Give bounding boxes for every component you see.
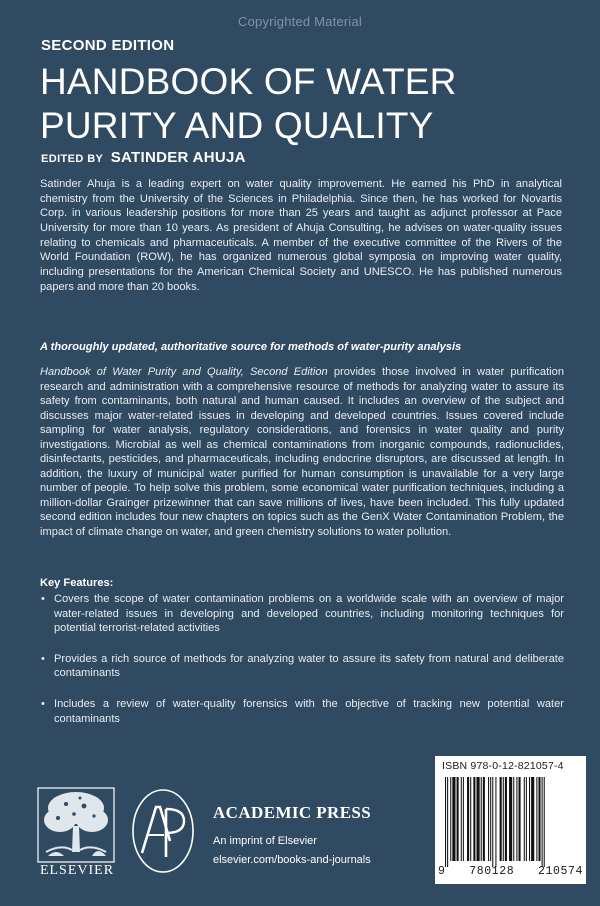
barcode-bar — [470, 777, 471, 861]
barcode-bar — [473, 777, 475, 861]
editor-prefix: EDITED BY — [41, 153, 104, 165]
barcode-bar — [509, 777, 512, 861]
barcode-bar — [519, 777, 521, 861]
academic-press-ap-icon — [130, 787, 196, 875]
barcode-digits — [438, 865, 583, 878]
title-line-2: PURITY AND QUALITY — [40, 105, 434, 146]
barcode-bar — [477, 777, 480, 861]
description-text: provides those involved in water purification research and administration with a comprehensive resource of methods for analyzing water to assure its safety from contaminants, both natural and human caused. It includes an overview of the subject and discusses major water-related issues in developing and developed countries. Issues covered include sampling for water analysis, regulatory considerations, and forensics in water quality and purity investigations. Microbial as well as chemical contaminations from inorganic compounds, radionuclides, disinfectants, pesticides, and pharmaceuticals, including endocrine disruptors, are discussed at length. In addition, the luxury of municipal water purified for human consumption is unavailable for a very large number of people. To help solve this problem, some economical water purification techniques, including a million-dollar Grainger prizewinner that can save millions of lives, have been included. This fully updated second edition includes four new chapters on topics such as the GenX Water Contamination Problem, the impact of climate change on water, and green chemistry solutions to water pollution. — [40, 366, 564, 539]
barcode-bar — [529, 777, 530, 861]
barcode-bar — [536, 777, 537, 861]
editor-credit — [41, 149, 246, 167]
barcode-bar — [542, 777, 543, 867]
barcode-digit-group: 780128 — [469, 865, 515, 878]
barcode-bar — [457, 777, 459, 861]
barcode-bar — [450, 777, 451, 861]
barcode-bar — [505, 777, 507, 861]
barcode-bar — [503, 777, 504, 861]
barcode-bar — [516, 777, 517, 861]
barcode-bar — [531, 777, 534, 861]
barcode-bar — [524, 777, 525, 861]
isbn-label: ISBN 978-0-12-821057-4 — [442, 760, 564, 772]
publisher-block — [213, 803, 371, 866]
book-title — [40, 60, 580, 148]
watermark: Copyrighted Material — [238, 14, 362, 29]
edition-label: SECOND EDITION — [41, 37, 175, 54]
barcode-bar — [492, 777, 493, 867]
barcode-bar — [467, 777, 469, 861]
elsevier-wordmark: ELSEVIER — [39, 863, 115, 878]
barcode — [441, 777, 580, 867]
barcode-bar — [483, 777, 485, 861]
editor-bio: Satinder Ahuja is a leading expert on water quality improvement. He earned his PhD in analytical chemistry from the University of the Sciences in Philadelphia. Since then, he has worked for Novartis Corp. in various leadership positions for more than 25 years and taught as adjunct professor at Pace University for more than 10 years. As president of Ahuja Consulting, he advises on water-quality issues relating to chemicals and pharmaceuticals. A member of the executive committee of the Rivers of the World Foundation (ROW), he has organized numerous global symposia on improving water quality, including presentations for the American Chemical Society and UNESCO. He has published numerous papers and more than 20 books. — [40, 178, 562, 293]
publisher-name: ACADEMIC PRESS — [213, 803, 372, 822]
barcode-bar — [490, 777, 491, 861]
editor-name: SATINDER AHUJA — [110, 149, 246, 166]
tagline: A thoroughly updated, authoritative source for methods of water-purity analysis — [40, 341, 462, 353]
barcode-bar — [452, 777, 455, 861]
barcode-bar — [526, 777, 527, 861]
barcode-bar — [513, 777, 514, 861]
key-features-list — [40, 592, 564, 726]
barcode-bar — [488, 777, 489, 861]
publisher-url: elsevier.com/books-and-journals — [213, 854, 371, 866]
barcode-bar — [481, 777, 482, 861]
barcode-bar — [461, 777, 462, 861]
barcode-bar — [500, 777, 502, 861]
barcode-bar — [544, 777, 545, 867]
description-book-title: Handbook of Water Purity and Quality, Second Edition — [40, 366, 328, 378]
barcode-bar — [447, 777, 448, 867]
key-feature-item: • Covers the scope of water contamination problems on a worldwide scale with an overview of major water-related issues in developing and developed countries, including monitoring techniques for potential terrorist-related activities — [40, 592, 564, 636]
key-feature-item: • Provides a rich source of methods for analyzing water to assure its safety from natural and deliberate contaminants — [40, 652, 564, 681]
barcode-bar — [495, 777, 496, 867]
book-description — [40, 365, 564, 540]
barcode-bar — [463, 777, 464, 861]
barcode-digit-group: 210574 — [537, 865, 583, 878]
publisher-imprint: An imprint of Elsevier — [213, 835, 317, 847]
barcode-bar — [445, 777, 446, 867]
key-features-heading: Key Features: — [40, 577, 114, 589]
barcode-bar — [538, 777, 540, 861]
key-feature-item: • Includes a review of water-quality forensics with the objective of tracking new potential water contaminants — [40, 697, 564, 726]
barcode-digit-group: 9 — [438, 865, 446, 878]
title-line-1: HANDBOOK OF WATER — [40, 61, 457, 102]
isbn-barcode-box — [435, 756, 586, 884]
